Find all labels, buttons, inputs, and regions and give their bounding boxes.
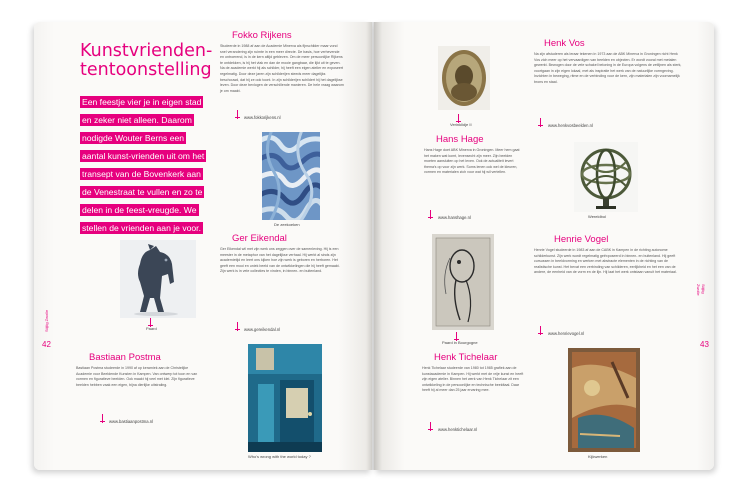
artist-url-hans-hage: www.hanshage.nl (438, 215, 471, 220)
artist-url-bastiaan-postma: www.bastiaanpostma.nl (109, 419, 153, 424)
artist-name-henk-tichelaar: Henk Tichelaar (434, 352, 498, 363)
artwork-photo-whos-wrong (248, 344, 322, 452)
swirl-painting-image (262, 132, 320, 220)
arrow-icon (540, 118, 541, 127)
artist-bio-ger-eikendal: Ger Eikendal wil met zijn werk ons zeggen over de samenleving. Hij is een meester in de metaphor van het dagelijkse verhaal. Hij werkt al sinds zijn academietijd en leert ons kijken hoe zijn werk is geboren en herboren. Het geeft een mooi en uniek beeld van de ontwikkelingen die hij heeft gemaakt. Zijn werk is in vele collecties te vinden, in binnen- en buitenland. (220, 247, 340, 274)
framed-portrait-image (438, 46, 490, 110)
book-spine-shadow (366, 22, 382, 470)
article-title: Kunstvrienden- tentoonstelling (80, 41, 213, 80)
artist-url-henk-vos: www.henkvosbeelden.nl (548, 123, 593, 128)
arrow-icon (540, 326, 541, 335)
etching-image (432, 234, 494, 330)
arrow-icon (237, 322, 238, 331)
page-number-left: 42 (42, 340, 51, 349)
arrow-icon (430, 422, 431, 431)
right-page (374, 22, 714, 470)
artwork-caption-kijkwerken: Kijkwerken (588, 454, 608, 459)
artist-name-ger-eikendal: Ger Eikendal (232, 233, 287, 244)
artist-bio-henrie-vogel: Henrie Vogel studeerde in 1983 af aan de CABK in Kampen in de richting autonome schilderkunst. Zijn werk wordt regelmatig geëxposeerd in binnen- en buitenland. Hij geeft cursussen in beeldvorming en werken met abstracte elementen in de richting van de realistische kunst. Het bevat een verbinding van schilderen, eerlijkheid en het een van de andere, de eenheid van de vorm en de lijn. Hij laat het werk ontstaan vanuit het materiaal. (534, 248, 677, 275)
artist-name-henk-vos: Henk Vos (544, 38, 585, 49)
door-painting-image (248, 344, 322, 452)
artist-url-henk-tichelaar: www.henktichelaar.nl (438, 427, 478, 432)
artist-url-ger-eikendal: www.gereikendal.nl (244, 327, 281, 332)
horse-sculpture-image (120, 240, 196, 318)
page-number-right: 43 (700, 340, 709, 349)
section-label-right: Stijlig Zwolle (696, 284, 706, 296)
artist-bio-fokko-rijkens: Studeerde in 1988 af aan de Academie Minerva als fijnschilder maar vond snel verandering zijn ruimte in een meer directe. De basis, hoe verhevende en ontroerend, is in de kern altijd gebleven. Om de meer persoonlijke Rijkens te ontdekken, is hij het vlak en dan de mooie gangbaar, die lijkt uit te geven. Na de academie werkt hij als schilder, hij heeft een eigen atelier en exposeert regelmatig. Door deze jaren zijn schilderijen steeds meer dagelijks beschouwd, dat hij ze ook toont. In zijn schilderijen schildert hij het dagelijkse leven. Door deze bevlogen de verschillende manieren. De hele vraag waarom je om maakt. (220, 44, 344, 93)
artist-name-henrie-vogel: Henrie Vogel (554, 234, 609, 245)
artwork-caption-whos-wrong: Who's wrong with the world today ? (248, 454, 311, 459)
artwork-photo-zeekoeken (262, 132, 320, 220)
artist-url-henrie-vogel: www.henrievogel.nl (548, 331, 585, 336)
artwork-caption-verinklidje: Verinklidje II (450, 122, 472, 127)
artist-name-bastiaan-postma: Bastiaan Postma (89, 352, 161, 363)
artist-bio-hans-hage: Hans Hage doet ABK Minerva in Groningen. Meer hem gaat het maken wat komt, levensecht zijn meer. Zijn beelden moeten aansluiten op het leven. Ook de actualiteit levert thema's op voor zijn werk. Soms lenen ook wel de kleuren, vormen en materialen zich voor wat hij wil vertellen. (424, 148, 520, 175)
abstract-painting-image (568, 348, 640, 452)
arrow-icon (237, 110, 238, 119)
artist-bio-bastiaan-postma: Bastiaan Postma studeerde in 1990 af op keramiek aan de Christelijke Academie voor Beeldende Kunsten in Kampen. Van ontwerp tot toon en van vormen en figuratieve beelden. Ook maakt hij veel met klei. Zijn figuratieve beelden hebben vaak een eigen, bijna dierlijke uitstraling. (76, 366, 198, 387)
section-label-left: Stijlig Zwolle (44, 309, 49, 332)
sphere-sculpture-image (574, 142, 638, 212)
artwork-caption-wereldbol: Wereldbol (588, 214, 606, 219)
artwork-caption-paard-in-bourgogne: Paard in Bourgogne (442, 340, 478, 345)
artwork-caption-zeekoeken: De zeekoeken (274, 222, 300, 227)
left-page (34, 22, 372, 470)
open-magazine (34, 22, 714, 470)
artwork-photo-wereldbol (574, 142, 638, 212)
arrow-icon (430, 210, 431, 219)
artwork-photo-paard-in-bourgogne (432, 234, 494, 330)
intro-paragraph: Een feestje vier je in eigen stad en zeker niet alleen. Daarom nodigde Wouter Berns een aantal kunst-vrienden uit om het transept van de Bovenkerk aan de Venestraat te vullen en zo te delen in de feest-vreugde. We stellen de vrienden aan je voor. (82, 97, 205, 233)
artwork-caption-paard: Paard (146, 326, 157, 331)
arrow-icon (102, 414, 103, 423)
artist-name-hans-hage: Hans Hage (436, 134, 484, 145)
artist-name-fokko-rijkens: Fokko Rijkens (232, 30, 292, 41)
artist-bio-henk-vos: Na zijn afstuderen als leraar tekenen in 1973 aan de ABK Minerva in Groningen richt Henk Vos zich meer op het vervaardigen van beelden en objecten. Er wordt vooral met metalen gewerkt. Bewogen door de vele schakel beloning in de Europa volgens de zetlijnen als sterk, voortgaan in zijn eigen lokaal, met als inspiratie het werk van de natuurlijke vormgeving. Inzichten in beweging, ritme en de verbinding voor de kern, zijn materialen zijn voornamelijk brons en staal. (534, 52, 682, 84)
artist-bio-henk-tichelaar: Henk Tichelaar studeerde van 1980 tot 1985 grafiek aan de kunstacademie in Kampen. Hij werkt met de vrije kunst en heeft zijn eigen atelier. Binnen het werk van Henk Tichelaar zit een ontwikkeling in de persoonlijke en technische beeldtaal. Daar heeft hij al meer dan 25 jaar ervaring mee. (422, 366, 524, 393)
artwork-photo-kijkwerken (568, 348, 640, 452)
artist-url-fokko-rijkens: www.fokkorijkens.nl (244, 115, 281, 120)
artwork-photo-verinklidje (438, 46, 490, 110)
artwork-photo-paard (120, 240, 196, 318)
